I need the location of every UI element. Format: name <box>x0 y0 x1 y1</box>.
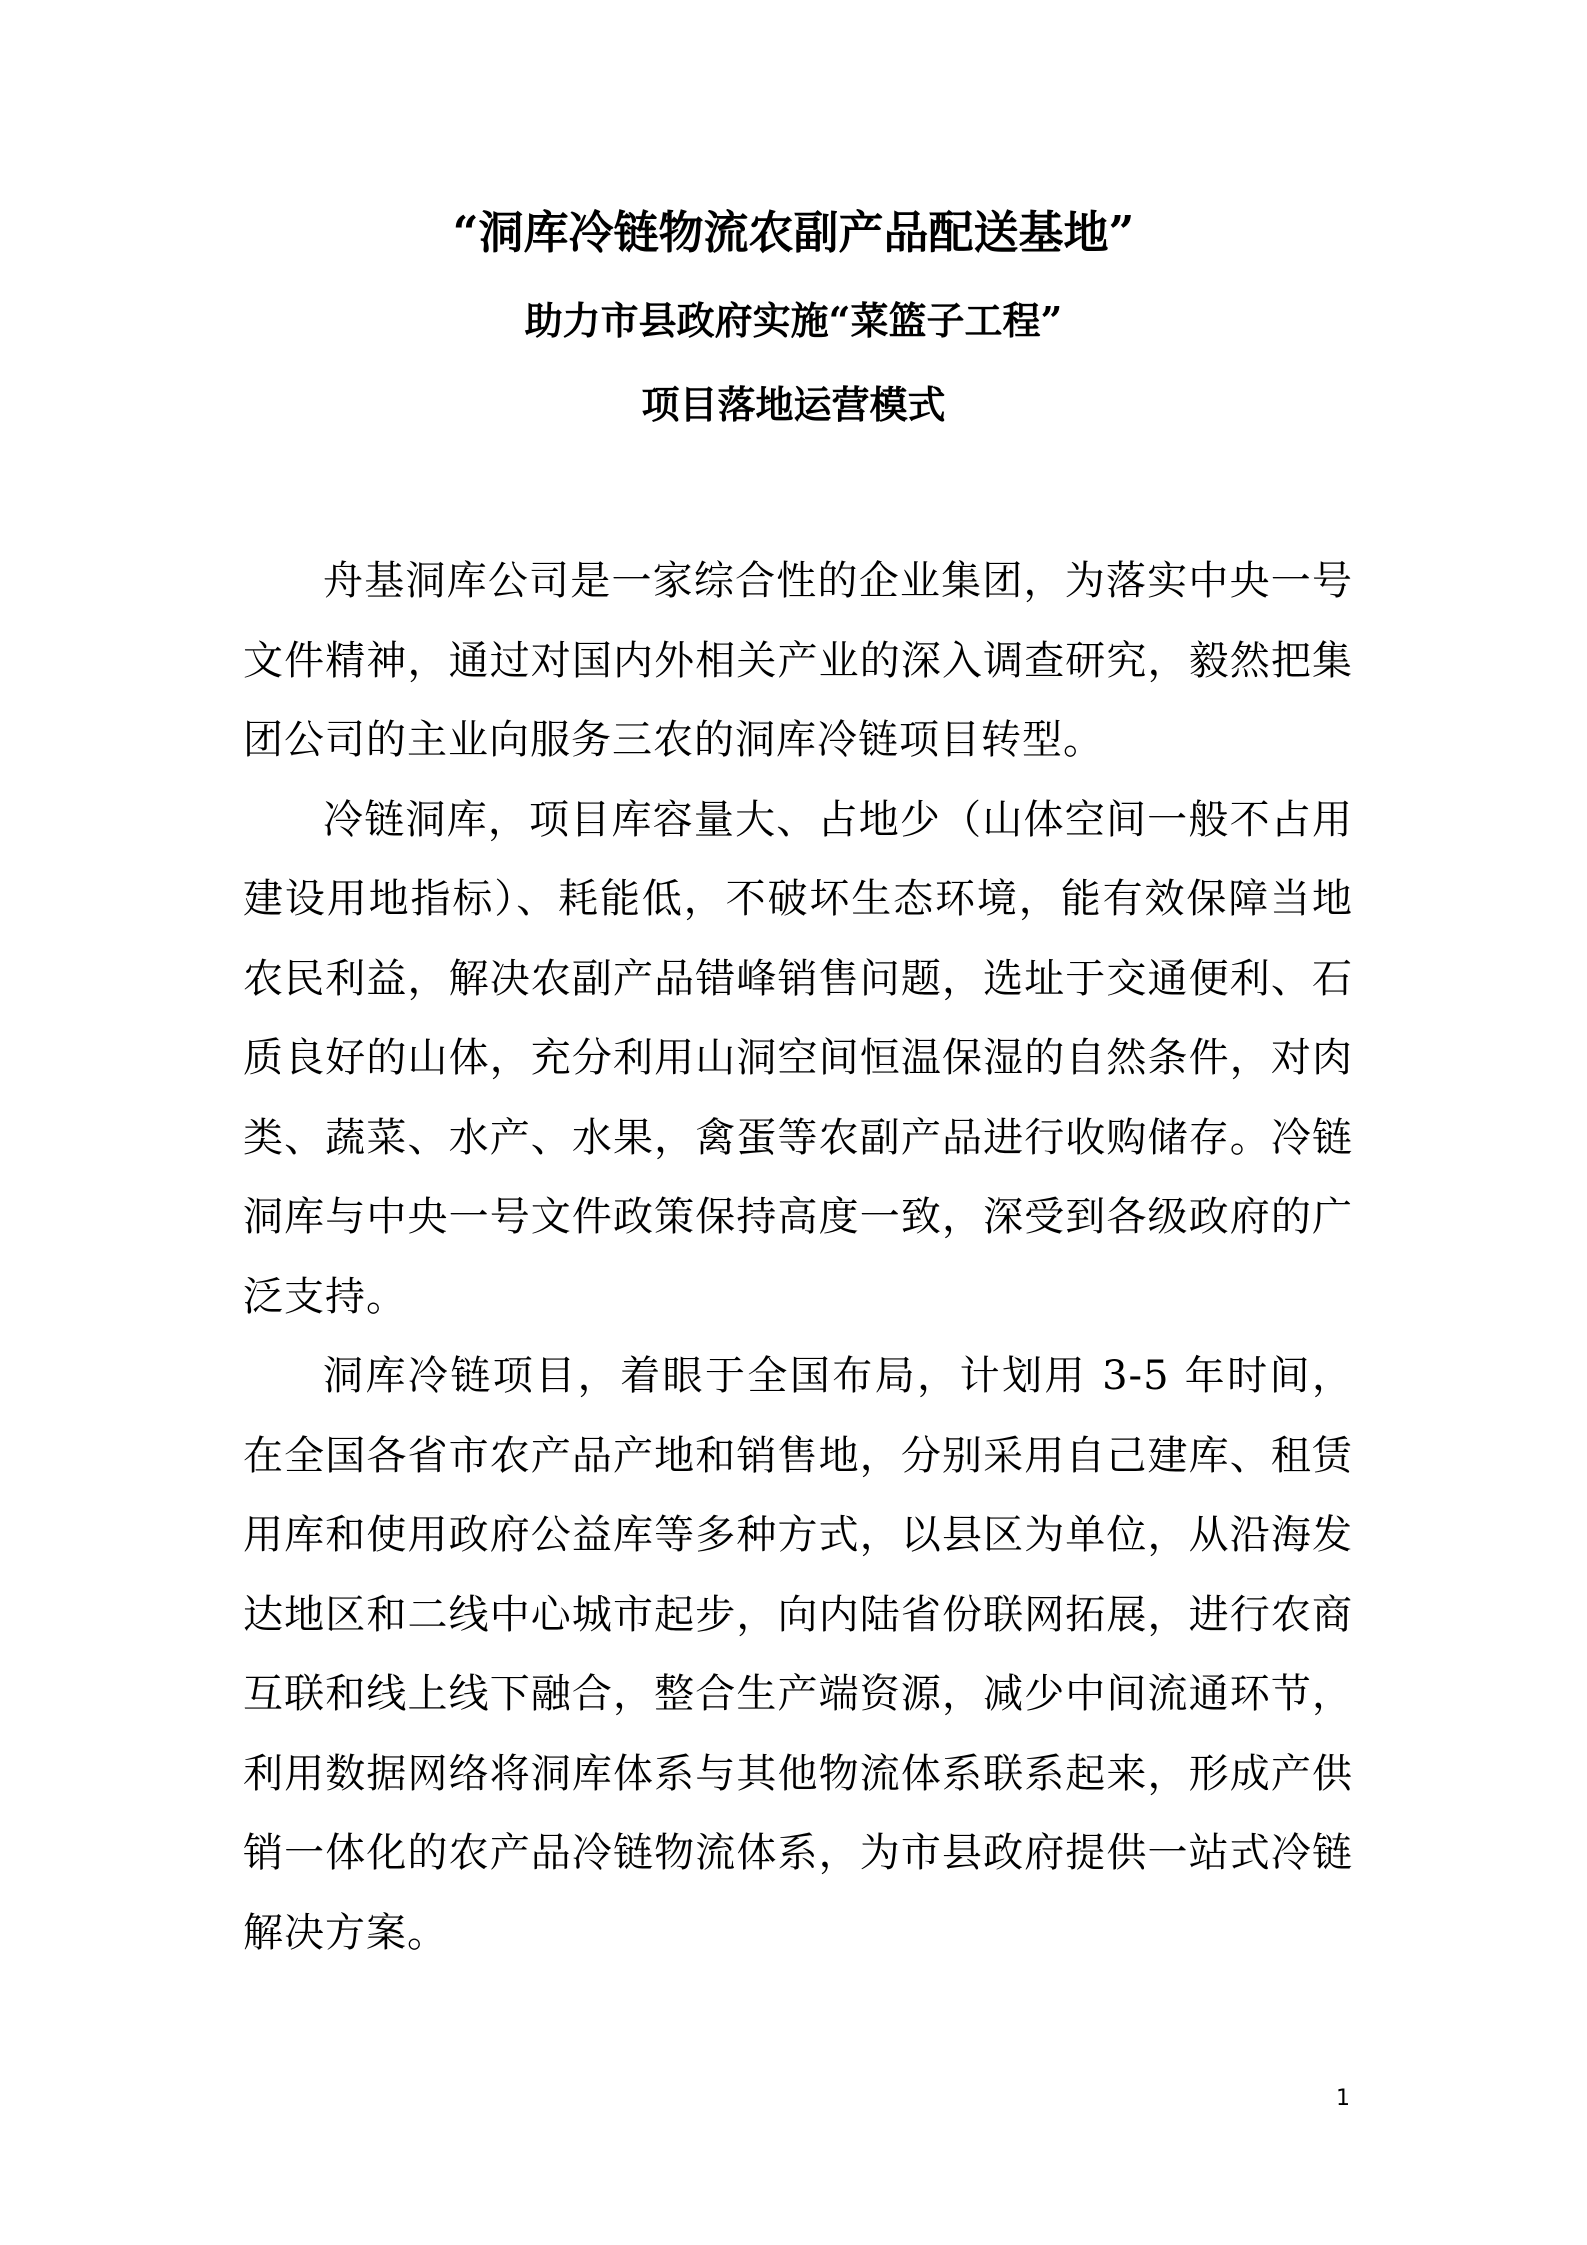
paragraph-2: 冷链洞库，项目库容量大、占地少（山体空间一般不占用建设用地指标）、耗能低，不破坏生态环境，能有效保障当地农民利益，解决农副产品错峰销售问题，选址于交通便利、石质良好的山体，充分利用山洞空间恒温保湿的自然条件，对肉类、蔬菜、水产、水果，禽蛋等农副产品进行收购储存。冷链洞库与中央一号文件政策保持高度一致，深受到各级政府的广泛支持。 <box>243 796 1353 1320</box>
title-line-2: 助力市县政府实施“菜篮子工程” <box>524 298 1063 343</box>
page-number: 1 <box>1336 2086 1350 2111</box>
paragraph-1: 舟基洞库公司是一家综合性的企业集团，为落实中央一号文件精神，通过对国内外相关产业的深入调查研究，毅然把集团公司的主业向服务三农的洞库冷链项目转型。 <box>243 558 1353 763</box>
document-body <box>243 542 1353 1973</box>
title-line-1: “洞库冷链物流农副产品配送基地” <box>452 206 1135 259</box>
title-line-3: 项目落地运营模式 <box>641 382 946 427</box>
paragraph-3: 洞库冷链项目，着眼于全国布局，计划用 3-5 年时间，在全国各省市农产品产地和销售地，分别采用自己建库、租赁用库和使用政府公益库等多种方式，以县区为单位，从沿海发达地区和二线中心城市起步，向内陆省份联网拓展，进行农商互联和线上线下融合，整合生产端资源，减少中间流通环节，利用数据网络将洞库体系与其他物流体系联系起来，形成产供销一体化的农产品冷链物流体系，为市县政府提供一站式冷链解决方案。 <box>243 1353 1353 1956</box>
